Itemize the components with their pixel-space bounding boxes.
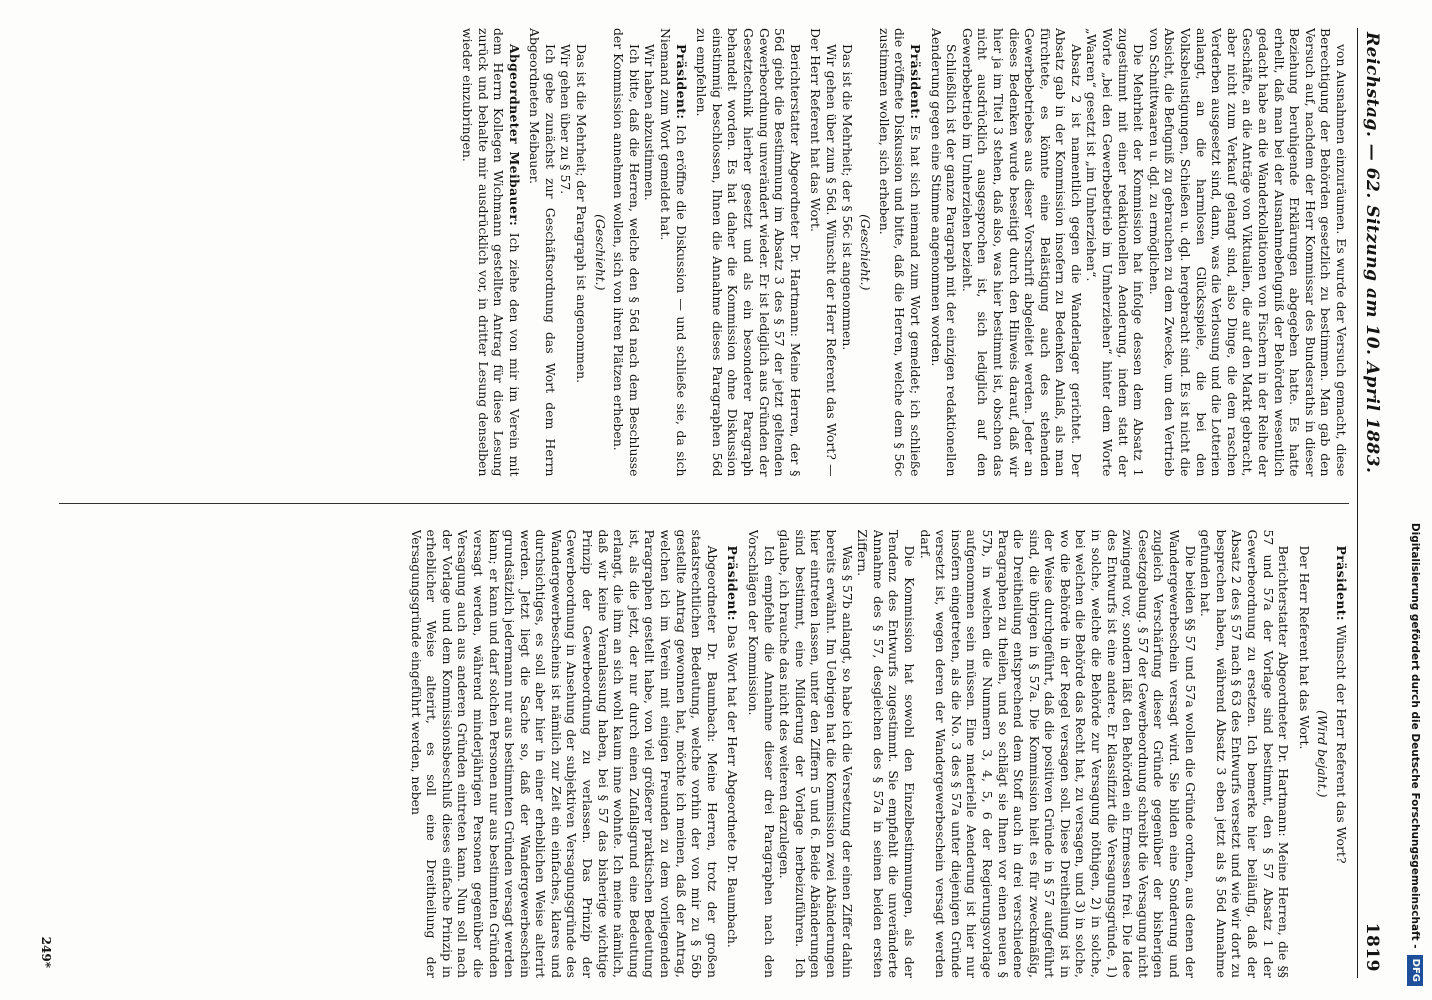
paragraph-text: Das ist die Mehrheit; der Paragraph ist angenommen. [574, 44, 590, 384]
paragraph [1315, 530, 1331, 979]
column-divider [59, 503, 1349, 504]
paragraph-text: (Geschieht.) [858, 214, 874, 291]
paragraph-text: Berichterstatter Abgeordneter Dr. Hartmann: Meine Herren, die §§ 57 und 57a der Vorlage sind bestimmt, den § 57 Absatz 1 der Gewerbeordnung zu ersetzen. Ich bemerke hier beiläufig, daß der Absatz 2 des § 57 nach § 63 des Entwurfs versetzt und wie wir dort zu besprechen haben, während Absatz 3 eben jetzt als § 56d Annahme gefunden hat. [1198, 529, 1292, 978]
digitization-note [1404, 6, 1426, 996]
paragraph-text: Die Kommission hat sowohl den Einzelbestimmungen, als der Tendenz des Entwurfs zugestimmt. Sie empfiehlt die unveränderte Annahme des § 57, desgleichen des § 57a in seinen beiden ersten Ziffern. [855, 529, 917, 978]
text-column-right [59, 530, 1349, 979]
paragraph-text: Das ist die Mehrheit; der § 56c ist angenommen. [839, 44, 855, 351]
paragraph-text: Absatz 2 ist namentlich gegen die Wanderlager gerichtet. Der Absatz gab in der Kommission insofern zu Bedenken Anlaß, als man fürchtete, es könnte eine Belästigung auch des stehenden Gewerbebetriebes aus dieser Vorschrift abgeleitet werden. Jeder an dieses Bedenken wurde beseitigt durch den Hinweis darauf, daß wir hier ja im Titel 3 stehen, daß also, was hier bestimmt ist, obschon das nicht ausdrücklich ausgesprochen ist, sich lediglich auf den Gewerbebetrieb im Umherziehen bezieht. [959, 28, 1084, 477]
paragraph-text: Was § 57b anlangt, so habe ich die Versetzung der einen Ziffer dahin bereits erwähnt. Im Uebrigen hat die Kommission zwei Abänderungen hier eintreten lassen, unter den Ziffern 5 und 6. Beide Abänderungen sind bestimmt, eine Milderung der Vorlage herbeizuführen. Ich glaube, ich brauche das nicht des weiteren darzulegen. [777, 529, 855, 978]
paragraph-text: Wünscht der Herr Referent das Wort? [1334, 620, 1349, 864]
paragraph [408, 530, 720, 979]
page-number: 1819 [1362, 922, 1382, 972]
paragraph-text: (Wird bejaht.) [1315, 710, 1331, 798]
paragraph [959, 28, 1084, 477]
paragraph [1198, 530, 1292, 979]
running-head [1358, 28, 1382, 978]
paragraph [642, 28, 658, 477]
paragraph-text: Wir gehen über zu § 57. [558, 44, 574, 195]
paragraph [839, 28, 855, 477]
text-column-left [59, 28, 1349, 477]
speaker-label: Präsident: [673, 44, 689, 120]
paragraph-text: Abgeordneter Dr. Baumbach: Meine Herren, trotz der großen staatsrechtlichen Bedeutung, welche vorhin der von mir zu § 56b gestellte Antrag gewonnen hat, möchte ich meinen, daß der Antrag, welchen ich im Verein mit einigen Freunden zu dem vorliegenden Paragraphen gestellt habe, von viel größerer praktischen Bedeutung ist, als die jetzt, der nur durch einen Zufallsgrund eine Bedeutung erlangt, die ihm an sich wohl kaum inne wohnte. Ich meine nämlich, daß wir keine Veranlassung haben, bei § 57 das bisherige wichtige Prinzip der Gewerbeordnung zu verlassen. Das Prinzip der Gewerbeordnung in Ansehung der subjektiven Versagungsgründe des Wandergewerbescheins ist nämlich zur Zeit ein einfaches, klares und durchsichtiges, es soll aber hier in einer erheblichen Weise alterirt werden. Jetzt liegt die Sache so, daß der Wandergewerbeschein grundsätzlich jedermann nur aus bestimmten Gründen versagt werden kann; er kann und darf solchen Personen nur aus bestimmten Gründen versagt werden, während minderjährigen Personen gegenüber die Versagung auch aus anderen Gründen eintreten kann. Nun soll nach der Vorlage und dem Kommissionsbeschluß dieses einfache Prinzip in erheblicher Weise alterirt, es soll eine Dreitheilung der Versagungsgründe eingeführt werden, neben [408, 529, 720, 978]
paragraph-text: Ich empfehle die Annahme dieser drei Paragraphen nach den Vorschlägen der Kommission. [746, 529, 777, 978]
paragraph-text: Die Mehrheit der Kommission hat infolge dessen dem Absatz 1 zugestimmt mit einer redaktionellen Aenderung, indem statt der Worte „bei den Gewerbebetrieb im Umherziehen“ hinter dem Worte „Waaren“ gesetzt ist „im Umherziehen“. [1084, 28, 1147, 477]
paragraph [527, 28, 558, 477]
paragraph-text: Ich gebe zunächst zur Geschäftsordnung das Wort dem Herrn Abgeordneten Meibauer. [527, 28, 558, 477]
speaker-label: Präsident: [907, 44, 923, 120]
paragraph-text: Berichterstatter Abgeordneter Dr. Hartmann: Meine Herren, der § 56d giebt die Bestimmung im Absatz 3 des § 57 der jetzt geltenden Gewerbeordnung unverändert wieder. Er ist lediglich aus Gründen der Gesetztechnik hierher gesetzt und als ein besonderer Paragraph behandelt worden. Es hat daher die Kommission ohne Diskussion einstimmig beschlossen, Ihnen die Annahme dieses Paragraphen 56d zu empfehlen. [694, 28, 803, 477]
paragraph-text: Die beiden §§ 57 und 57a wollen die Gründe ordnen, aus denen der Wandergewerbeschein versagt wird. Sie bilden eine Sonderung und zugleich Verschärfung dieser Gründe gegenüber der bisherigen Gesetzgebung. § 57 der Gewerbeordnung schreibt die Versagung nicht zwingend vor, sondern läßt den Behörden ein Ermessen frei. Die Idee des Entwurfs ist eine andere. Er klassifizirt die Versagungsgründe, 1) in solche, welche die Behörde zur Versagung nöthigen, 2) in solche, bei welchen die Behörde das Recht hat, zu versagen, und 3) in solche, wo die Behörde in der Regel versagen soll. Diese Dreitheilung ist in der Weise durchgeführt, daß die positiven Gründe in § 57 aufgeführt sind, die übrigen in § 57a. Die Kommission hielt es für zweckmäßig, die Dreitheilung entsprechend dem Stoff auch in drei verschiedene Paragraphen zu theilen, und so schlägt sie Ihnen vor einen neuen § 57b, in welchen die Nummern 3, 4, 5, 6 der Regierungsvorlage aufgenommen sein müssen. Eine materielle Aenderung ist hier nur insofern eingetreten, als die No. 3 des § 57a unter diejenigen Gründe versetzt ist, wegen deren der Wandergewerbeschein versagt werden darf. [917, 529, 1198, 978]
paragraph-text: Ich ziehe den von mir im Verein mit dem Herrn Kollegen Wichmann gestellten Antrag für diese Lesung zurück und behalte mir ausdrücklich vor, in dritter Lesung denselben wieder einzubringen. [459, 28, 522, 477]
header-rule [1357, 28, 1358, 978]
paragraph-text: von Ausnahmen einzuräumen. Es wurde der Versuch gemacht, diese Berechtigung der Behörden gesetzlich zu bestimmen. Man gab den Versuch auf, nachdem der Herr Kommissar des Bundesraths in dieser Beziehung beruhigende Erklärungen abgegeben hatte. Es hatte erhellt, daß man bei der Ausnahmebefugniß der Behörden wesentlich gedacht habe an die Wanderkollationen von Fischern in der Reihe der Geschäfte, an die Anträge von Viktualien, die auf den Markt gebracht, aber nicht zum Verkauf gelangt sind, also Dinge, die dem raschen Verderben ausgesetzt sind, dann, was die Verlosung und die Lotterien anlangt, an die harmlosen Glücksspiele, die bei den Volksbelustigungen, Schießen u. dgl. hergebracht sind. Es ist nicht die Absicht, die Befugniß zu gebrauchen zu dem Zwecke, um den Vertrieb von Schnittwaaren u. dgl. zu ermöglichen. [1146, 28, 1349, 477]
paragraph [611, 28, 642, 477]
speaker-label: Abgeordneter Meibauer: [506, 44, 522, 227]
paragraph [808, 28, 839, 477]
paragraph [858, 28, 874, 477]
dfg-logo: DFG [1407, 955, 1423, 986]
signature-mark: 249* [39, 936, 53, 968]
paragraph-text: (Geschieht.) [592, 214, 608, 291]
digitization-credit: Digitalisierung gefördert durch die Deutsche Forschungsgemeinschaft - [1409, 522, 1421, 949]
paragraph-text: Der Herr Referent hat das Wort. [1296, 545, 1312, 750]
digitization-note-text [1404, 6, 1426, 986]
running-head-title: Reichstag. — 62. Sitzung am 10. April 1883. [1362, 32, 1382, 474]
paragraph [558, 28, 574, 477]
paragraph [574, 28, 590, 477]
paragraph [1296, 530, 1312, 979]
paragraph [745, 530, 776, 979]
paragraph [725, 530, 741, 979]
text-columns [59, 28, 1349, 978]
paragraph [694, 28, 803, 477]
paragraph [1084, 28, 1146, 477]
paragraph-text: Ich bitte, daß die Herren, welche den § 56d nach dem Beschlusse der Kommission annehmen wollen, sich von ihren Plätzen erheben. [611, 28, 642, 477]
paragraph [657, 28, 688, 477]
paragraph [917, 530, 1198, 979]
paragraph-text: Das Wort hat der Herr Abgeordnete Dr. Baumbach. [725, 620, 741, 948]
paragraph [1333, 530, 1349, 979]
paragraph-text: Wir haben abzustimmen. [642, 44, 658, 201]
paragraph-text: Wir gehen über zum § 56d. Wünscht der Herr Referent das Wort? — Der Herr Referent hat das Wort. [808, 28, 839, 477]
paragraph [928, 28, 959, 477]
paragraph [777, 530, 855, 979]
paragraph [592, 28, 608, 477]
paragraph-text: Es hat sich niemand zum Wort gemeldet; ich schließe die eröffnete Diskussion und bitte, daß die Herren, welche dem § 56c zustimmen wollen, sich erheben. [876, 28, 923, 477]
paragraph [876, 28, 923, 477]
paragraph [1146, 28, 1349, 477]
speaker-label: Präsident: [1334, 545, 1349, 621]
paragraph-text: Ich eröffne die Diskussion — und schließe sie, da sich Niemand zum Wort gemeldet hat. [658, 28, 689, 477]
paragraph-text: Schließlich ist der ganze Paragraph mit der einzigen redaktionellen Aenderung gegen eine Stimme angenommen worden. [928, 28, 960, 477]
paragraph [459, 28, 521, 477]
paragraph [855, 530, 917, 979]
speaker-label: Präsident: [725, 545, 741, 621]
